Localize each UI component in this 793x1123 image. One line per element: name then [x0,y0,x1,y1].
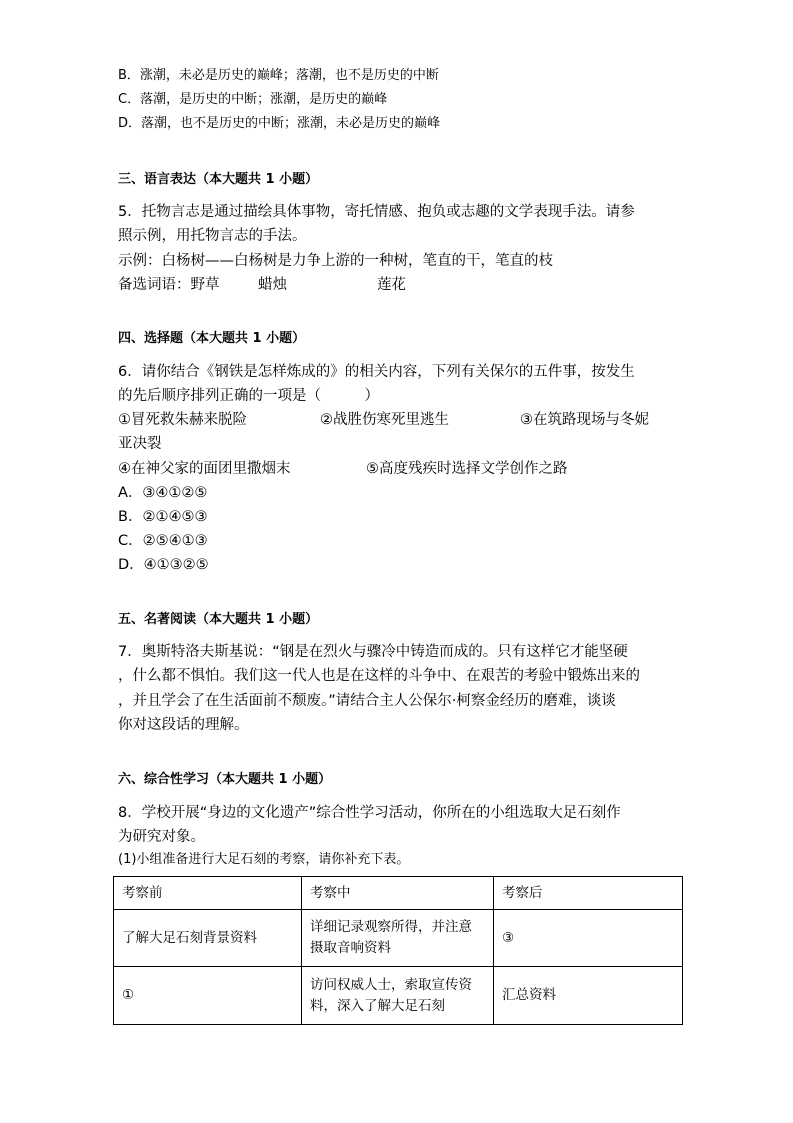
table-cell-answer-blank: ① [114,967,302,1025]
q5-example: 示例：白杨树——白杨树是力争上游的一种树，笔直的干，笔直的枝 [118,253,553,269]
table-row [114,967,683,1025]
section4-heading: 四、选择题（本大题共 1 小题） [118,331,306,346]
q6-event-4: ④在神父家的面团里撒烟末 [118,461,291,477]
q7-text-line2: ，什么都不惧怕。我们这一代人也是在这样的斗争中、在艰苦的考验中锻炼出来的 [118,668,640,684]
q5-words-label: 备选词语：野草 [118,277,220,293]
q6-option-a: A．③④①②⑤ [118,485,208,501]
table-row [114,910,683,967]
q5-text-line2: 照示例，用托物言志的手法。 [118,228,307,244]
table-header-cell: 考察前 [114,877,302,910]
table-cell: 访问权威人士，索取宣传资料，深入了解大足石刻 [302,967,494,1025]
q4-option-c: C．落潮，是历史的中断；涨潮，是历史的巅峰 [118,92,388,107]
q4-option-b: B．涨潮，未必是历史的巅峰；落潮，也不是历史的中断 [118,68,439,83]
section5-heading: 五、名著阅读（本大题共 1 小题） [118,612,319,627]
survey-table [113,876,683,1025]
q6-option-b: B．②①④⑤③ [118,509,208,525]
q7-text-line3: ，并且学会了在生活面前不颓废。”请结合主人公保尔·柯察金经历的磨难，谈谈 [118,693,616,709]
q4-option-d: D．落潮，也不是历史的中断；涨潮，未必是历史的巅峰 [118,116,441,131]
q7-text-line1: 7．奥斯特洛夫斯基说：“钢是在烈火与骤冷中铸造而成的。只有这样它才能坚硬 [118,644,628,660]
table-header-cell: 考察后 [494,877,683,910]
q6-text-line2: 的先后顺序排列正确的一项是（ ） [118,388,379,404]
table-cell: 了解大足石刻背景资料 [114,910,302,967]
q6-text-line1: 6．请你结合《钢铁是怎样炼成的》的相关内容，下列有关保尔的五件事，按发生 [118,364,635,380]
table-header-row [114,877,683,910]
q5-word-candle: 蜡烛 [258,277,287,293]
q8-text-line2: 为研究对象。 [118,829,205,845]
q8-text-line1: 8．学校开展“身边的文化遗产”综合性学习活动，你所在的小组选取大足石刻作 [118,805,621,821]
q5-text-line1: 5．托物言志是通过描绘具体事物，寄托情感、抱负或志趣的文学表现手法。请参 [118,204,635,220]
q7-text-line4: 你对这段话的理解。 [118,717,249,733]
q6-option-c: C．②⑤④①③ [118,533,208,549]
q5-word-lotus: 莲花 [377,277,406,293]
q6-event-2: ②战胜伤寒死里逃生 [320,412,449,428]
q6-event-3: ③在筑路现场与冬妮 [520,412,649,428]
table-cell: 详细记录观察所得，并注意摄取音响资料 [302,910,494,967]
q6-event-1: ①冒死救朱赫来脱险 [118,412,247,428]
section6-heading: 六、综合性学习（本大题共 1 小题） [118,772,332,787]
section3-heading: 三、语言表达（本大题共 1 小题） [118,172,319,187]
q6-option-d: D．④①③②⑤ [118,557,209,573]
table-header-cell: 考察中 [302,877,494,910]
table-cell-answer-blank: ③ [494,910,683,967]
q6-event-5: ⑤高度残疾时选择文学创作之路 [366,461,568,477]
table-cell: 汇总资料 [494,967,683,1025]
q8-subquestion-1: (1)小组准备进行大足石刻的考察，请你补充下表。 [118,852,410,867]
q6-event-3-cont: 亚决裂 [118,436,162,452]
